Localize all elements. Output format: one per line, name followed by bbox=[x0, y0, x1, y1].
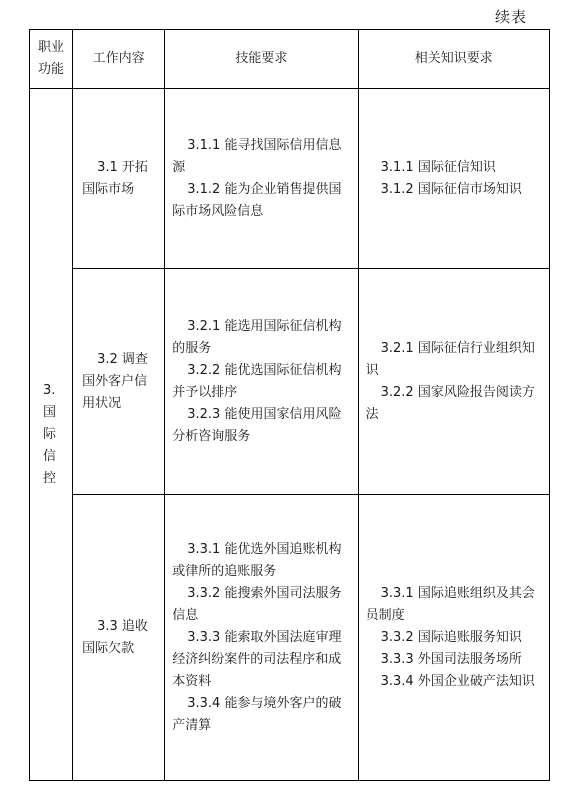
work-cell bbox=[73, 495, 165, 781]
knowledge-cell bbox=[358, 269, 549, 495]
function-name-char: 信 bbox=[43, 448, 57, 464]
work-number: 3.1 开拓 bbox=[97, 159, 148, 175]
function-name-char: 国 bbox=[43, 404, 57, 420]
skill-item: 3.2.1 能选用国际征信机构的服务 bbox=[172, 318, 342, 356]
function-number: 3. bbox=[43, 382, 56, 398]
function-cell bbox=[30, 89, 73, 781]
knowledge-item: 3.2.2 国家风险报告阅读方法 bbox=[365, 384, 535, 422]
knowledge-item: 3.3.1 国际追账组织及其会员制度 bbox=[365, 585, 535, 623]
knowledge-item: 3.3.3 外国司法服务场所 bbox=[380, 651, 522, 667]
header-function-line-2: 功能 bbox=[38, 62, 65, 77]
header-row bbox=[30, 30, 550, 89]
skill-item: 3.3.2 能搜索外国司法服务信息 bbox=[172, 585, 342, 623]
skill-item: 3.1.2 能为企业销售提供国际市场风险信息 bbox=[172, 181, 342, 219]
knowledge-item: 3.2.1 国际征信行业组织知识 bbox=[365, 340, 535, 378]
skill-item: 3.3.1 能优选外国追账机构或律所的追账服务 bbox=[172, 541, 342, 579]
skill-item: 3.3.3 能索取外国法庭审理经济纠纷案件的司法程序和成本资料 bbox=[172, 629, 342, 689]
header-function bbox=[30, 30, 73, 89]
work-name: 国际市场 bbox=[82, 181, 135, 197]
knowledge-item: 3.1.2 国际征信市场知识 bbox=[380, 181, 522, 197]
work-name: 国外客户信用状况 bbox=[82, 373, 148, 411]
header-work: 工作内容 bbox=[73, 30, 165, 89]
skill-cell bbox=[165, 269, 358, 495]
skill-item: 3.2.2 能优选国际征信机构并予以排序 bbox=[172, 362, 342, 400]
knowledge-item: 3.1.1 国际征信知识 bbox=[380, 159, 496, 175]
table-row bbox=[30, 269, 550, 495]
knowledge-item: 3.3.2 国际追账服务知识 bbox=[380, 629, 522, 645]
skill-cell bbox=[165, 495, 358, 781]
work-number: 3.2 调查 bbox=[97, 351, 148, 367]
work-cell bbox=[73, 89, 165, 269]
table-row bbox=[30, 89, 550, 269]
skill-item: 3.3.4 能参与境外客户的破产清算 bbox=[172, 695, 342, 733]
header-knowledge: 相关知识要求 bbox=[358, 30, 549, 89]
skill-cell bbox=[165, 89, 358, 269]
knowledge-cell bbox=[358, 89, 549, 269]
work-cell bbox=[73, 269, 165, 495]
knowledge-cell bbox=[358, 495, 549, 781]
skills-table bbox=[29, 29, 550, 781]
knowledge-item: 3.3.4 外国企业破产法知识 bbox=[380, 673, 535, 689]
table-row bbox=[30, 495, 550, 781]
work-name: 国际欠款 bbox=[82, 640, 135, 656]
skill-item: 3.2.3 能使用国家信用风险分析咨询服务 bbox=[172, 406, 342, 444]
header-function-line-1: 职业 bbox=[38, 40, 65, 55]
function-name-char: 控 bbox=[43, 470, 57, 486]
skill-item: 3.1.1 能寻找国际信用信息源 bbox=[172, 137, 342, 175]
function-name-char: 际 bbox=[43, 426, 57, 442]
continued-label: 续表 bbox=[495, 8, 528, 26]
header-skill: 技能要求 bbox=[165, 30, 358, 89]
work-number: 3.3 追收 bbox=[97, 618, 148, 634]
